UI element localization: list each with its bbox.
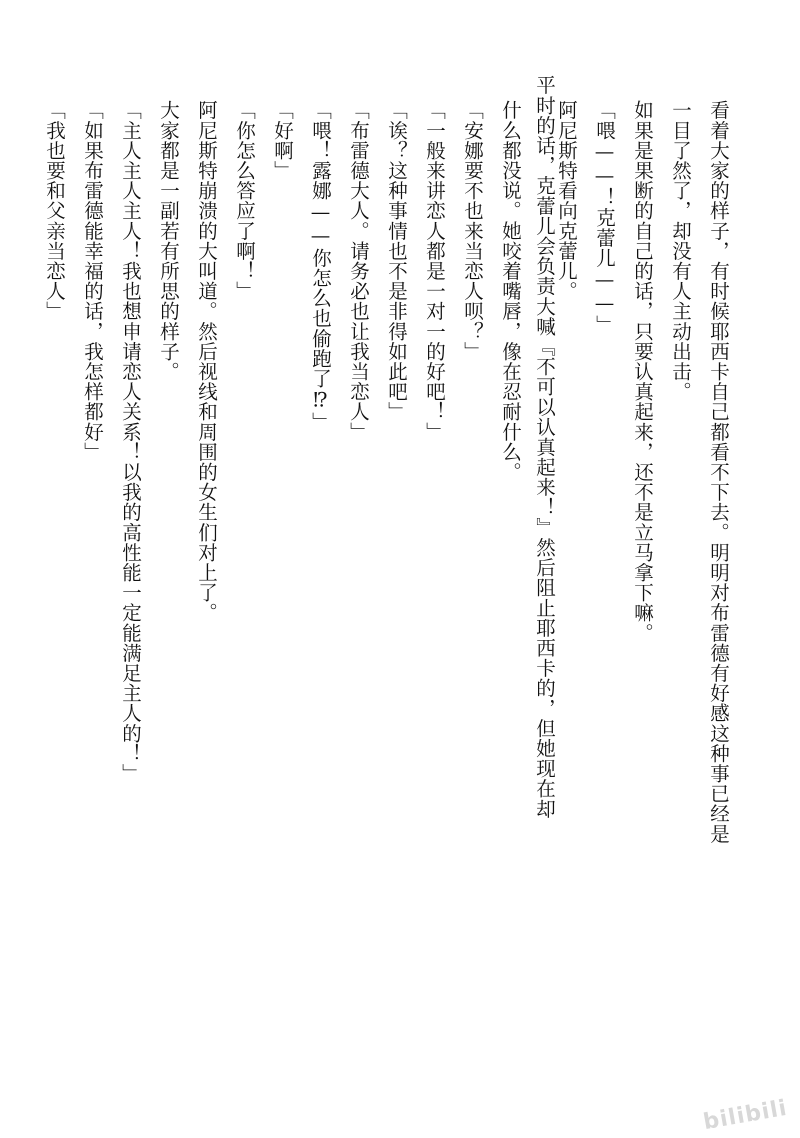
dialogue-column: 「主人主人主人！我也想申请恋人关系！以我的高性能一定能满足主人的！」: [119, 100, 142, 784]
text-column: 一目了然了，却没有人主动出击。: [669, 100, 692, 402]
dialogue-column: 「好啊」: [271, 100, 294, 181]
text-column: 如果是果断的自己的话，只要认真起来，还不是立马拿下嘛。: [631, 100, 654, 643]
dialogue-column: 「我也要和父亲当恋人」: [43, 100, 66, 322]
dialogue-column: 「诶？这种事情也不是非得如此吧」: [385, 100, 408, 422]
text-column: 阿尼斯特崩溃的大叫道。然后视线和周围的女生们对上了。: [195, 100, 218, 623]
dialogue-column: 「如果布雷德能幸福的话，我怎样都好」: [81, 100, 104, 462]
text-column: 大家都是一副若有所思的样子。: [157, 100, 180, 382]
dialogue-column: 「布雷德大人。请务必也让我当恋人」: [347, 100, 370, 442]
text-column: 看着大家的样子，有时候耶西卡自己都看不下去。明明对布雷德有好感这种事已经是: [707, 100, 730, 844]
dialogue-column: 「一般来讲恋人都是一对一的好吧！」: [423, 100, 446, 442]
text-column: 「喂——！克蕾儿——」: [593, 100, 616, 336]
dialogue-column: 「安娜要不也来当恋人呗？」: [461, 100, 484, 362]
text-column: 什么都没说。她咬着嘴唇，像在忍耐什么。: [499, 100, 522, 482]
text-column: 阿尼斯特看向克蕾儿。: [555, 100, 578, 301]
dialogue-column: 「喂！露娜——你怎么也偷跑了⁉」: [309, 100, 332, 433]
text-column: 平时的话，克蕾儿会负责大喊『不可以认真起来！』然后阻止耶西卡的，但她现在却: [533, 75, 556, 819]
dialogue-column: 「你怎么答应了啊！」: [233, 100, 256, 301]
bilibili-watermark: bilibili: [701, 1095, 790, 1136]
